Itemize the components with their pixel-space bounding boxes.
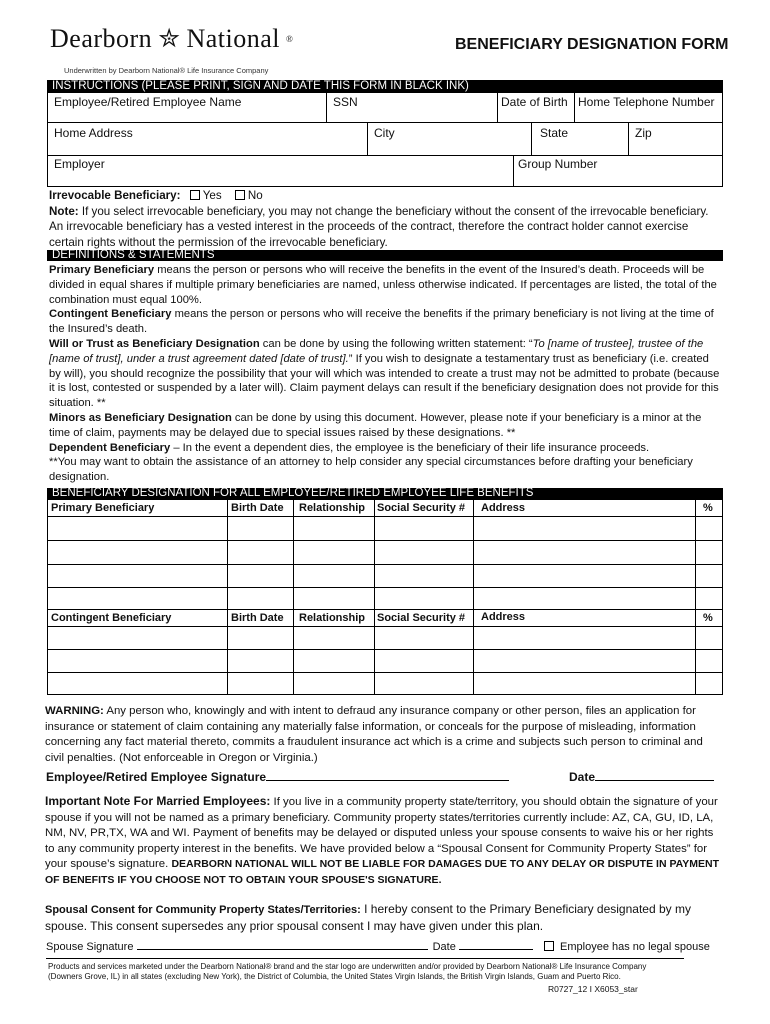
married-employees-section [45, 794, 723, 889]
spouse-date-line[interactable] [459, 949, 533, 950]
contingent-header-percent: % [703, 612, 713, 624]
star-icon: ✮ [158, 24, 181, 53]
will-trust-text-a: can be done by using the following written statement: “ [259, 337, 533, 350]
note-label: Note: [49, 204, 79, 218]
company-logo [50, 24, 293, 54]
contingent-row-2[interactable] [47, 672, 723, 673]
city-label: City [374, 126, 395, 140]
spouse-signature-line[interactable] [137, 949, 428, 950]
no-legal-spouse-label: Employee has no legal spouse [560, 941, 710, 953]
employee-name-label: Employee/Retired Employee Name [54, 95, 242, 109]
primary-header-ssn: Social Security # [377, 502, 466, 514]
group-number-label: Group Number [518, 157, 598, 171]
no-legal-spouse-checkbox[interactable] [544, 941, 554, 951]
primary-beneficiary-definition: means the person or persons who will receive the benefits in the event of the Insured’s death. Proceeds will be divided in equal shares if multiple primary beneficiaries are named, unless otherwise indicated. If percentages are listed, the total of the combination must equal 100%. [49, 264, 717, 306]
designation-bar: BENEFICIARY DESIGNATION FOR ALL EMPLOYEE/RETIRED EMPLOYEE LIFE BENEFITS [47, 488, 723, 499]
warning-label: WARNING: [45, 705, 104, 717]
spousal-consent-label: Spousal Consent for Community Property States/Territories: [45, 904, 361, 916]
beneficiary-table [47, 499, 723, 695]
married-note-bold-tail: DEARBORN NATIONAL WILL NOT BE LIABLE FOR DAMAGES DUE TO ANY DELAY OR DISPUTE IN PAYMENT OF BENEFITS IF YOU CHOOSE NOT TO OBTAIN YOUR SPOUSE'S SIGNATURE. [45, 858, 720, 886]
contingent-header-ssn: Social Security # [377, 612, 466, 624]
primary-beneficiary-term: Primary Beneficiary [49, 264, 155, 276]
instructions-bar: INSTRUCTIONS (PLEASE PRINT, SIGN AND DATE THIS FORM IN BLACK INK) [47, 80, 723, 92]
contingent-header-address: Address [481, 611, 526, 623]
spouse-date-label: Date [432, 941, 456, 953]
home-telephone-label: Home Telephone Number [578, 95, 715, 109]
warning-text: Any person who, knowingly and with intent to defraud any insurance company or other person, files an application for insurance or statement of claim containing any materially false information, or conceals for the purpose of misleading, information concerning any fact material thereto, commits a fraudulent insurance act which is a crime and subjects such person to criminal and civil penalties. (Not enforceable in Oregon or Virginia.) [45, 705, 703, 764]
married-note-text: If you live in a community property state/territory, you should obtain the signature of your spouse if you will not be named as a primary beneficiary. Community property states/territories currently include: AZ, CA, GU, ID, LA, NM, NV, PR,TX, WA and WI. Payment of benefits may be delayed or disputed unless your spouse consents to waive his or her rights to any community property interest in the benefits. We have provided below a “Spousal Consent for Community Property States” for your spouse’s signature. [45, 796, 718, 871]
note-text: If you select irrevocable beneficiary, you may not change the beneficiary without the consent of the irrevocable beneficiary. An irrevocable beneficiary has a vested interest in the proceeds of the contract, therefore the contract holder cannot exercise certain rights without the permission of the irrevocable beneficiary. [49, 204, 709, 249]
employee-date-label: Date [569, 770, 596, 784]
footer-line-1: Products and services marketed under the Dearborn National® brand and the star logo are underwritten and/or provided by Dearborn National® Life Insurance Company [48, 962, 647, 971]
primary-row-3[interactable] [47, 587, 723, 588]
will-trust-statement: To [name of trustee], trustee of the [name of trust], under a trust agreement dated [date of trust]. [49, 337, 704, 365]
irrevocable-no-checkbox[interactable] [235, 190, 245, 200]
employee-date-row [569, 770, 714, 784]
contingent-header-name: Contingent Beneficiary [51, 612, 172, 624]
spouse-signature-label: Spouse Signature [46, 941, 134, 953]
irrevocable-no-label: No [247, 189, 263, 202]
spouse-signature-row [46, 941, 710, 953]
logo-text-left: Dearborn [50, 24, 153, 53]
contingent-header-birth-date: Birth Date [231, 612, 284, 624]
minors-definition: can be done by using this document. However, please note if your beneficiary is a minor at the time of claim, payments may be delayed due to special issues raised by these designations. ** [49, 411, 702, 439]
underwritten-by: Underwritten by Dearborn National® Life Insurance Company [64, 66, 269, 75]
warning-section [45, 704, 723, 766]
primary-row-2[interactable] [47, 564, 723, 565]
contingent-header-relationship: Relationship [299, 612, 366, 624]
definitions-section [49, 263, 721, 485]
spousal-consent-section [45, 902, 723, 934]
dependent-term: Dependent Beneficiary [49, 441, 171, 454]
footer-line-2: (Downers Grove, IL) in all states (excluding New York), the District of Columbia, the United States Virgin Islands, the British Virgin Islands, Guam and Puerto Rico. [48, 972, 621, 981]
attorney-note: **You may want to obtain the assistance of an attorney to help consider any special circumstances before drafting your beneficiary designation. [49, 456, 693, 484]
zip-label: Zip [635, 126, 652, 140]
will-trust-term: Will or Trust as Beneficiary Designation [49, 337, 260, 350]
irrevocable-section [49, 188, 721, 250]
definitions-bar: DEFINITIONS & STATEMENTS [47, 250, 723, 261]
employee-signature-label: Employee/Retired Employee Signature [46, 770, 267, 784]
minors-term: Minors as Beneficiary Designation [49, 411, 232, 424]
dependent-definition: – In the event a dependent dies, the employee is the beneficiary of their life insurance proceeds. [170, 441, 650, 454]
state-label: State [540, 126, 569, 140]
contingent-beneficiary-term: Contingent Beneficiary [49, 308, 172, 321]
date-of-birth-label: Date of Birth [501, 95, 568, 109]
home-address-label: Home Address [54, 126, 133, 140]
primary-header-birth-date: Birth Date [231, 502, 284, 514]
form-title: BENEFICIARY DESIGNATION FORM [455, 36, 729, 53]
married-note-label: Important Note For Married Employees: [45, 794, 271, 808]
contingent-beneficiary-definition: means the person or persons who will receive the benefits if the primary beneficiary is not living at the time of the Insured’s death. [49, 308, 714, 336]
irrevocable-yes-label: Yes [202, 189, 222, 202]
contingent-row-1[interactable] [47, 649, 723, 650]
form-code: R0727_12 I X6053_star [548, 984, 638, 994]
will-trust-text-b: ” If you wish to designate a testamentary trust as beneficiary (i.e. created by will), you should recognize the possibility that your will which was intended to create a trust may not be admitted to probate (because it is lost, contested or suspended by a later will). Claim payment delays can result if the beneficiary designation does not provide for this situation. ** [49, 352, 720, 410]
employee-date-line[interactable] [595, 780, 714, 781]
employee-signature-line[interactable] [266, 780, 509, 781]
spousal-consent-text: I hereby consent to the Primary Beneficiary designated by my spouse. This consent supersedes any prior spousal consent I may have given under this plan. [45, 902, 691, 933]
primary-header-percent: % [703, 502, 713, 514]
employee-signature-row [46, 770, 509, 784]
logo-registered-mark: ® [286, 34, 294, 44]
employer-label: Employer [54, 157, 105, 171]
logo-text-right: National [186, 24, 281, 53]
ssn-label: SSN [333, 95, 358, 109]
primary-row-1[interactable] [47, 540, 723, 541]
primary-header-relationship: Relationship [299, 502, 366, 514]
irrevocable-label: Irrevocable Beneficiary: [49, 189, 181, 202]
irrevocable-yes-checkbox[interactable] [190, 190, 200, 200]
primary-header-address: Address [481, 502, 526, 514]
primary-header-name: Primary Beneficiary [51, 502, 155, 514]
